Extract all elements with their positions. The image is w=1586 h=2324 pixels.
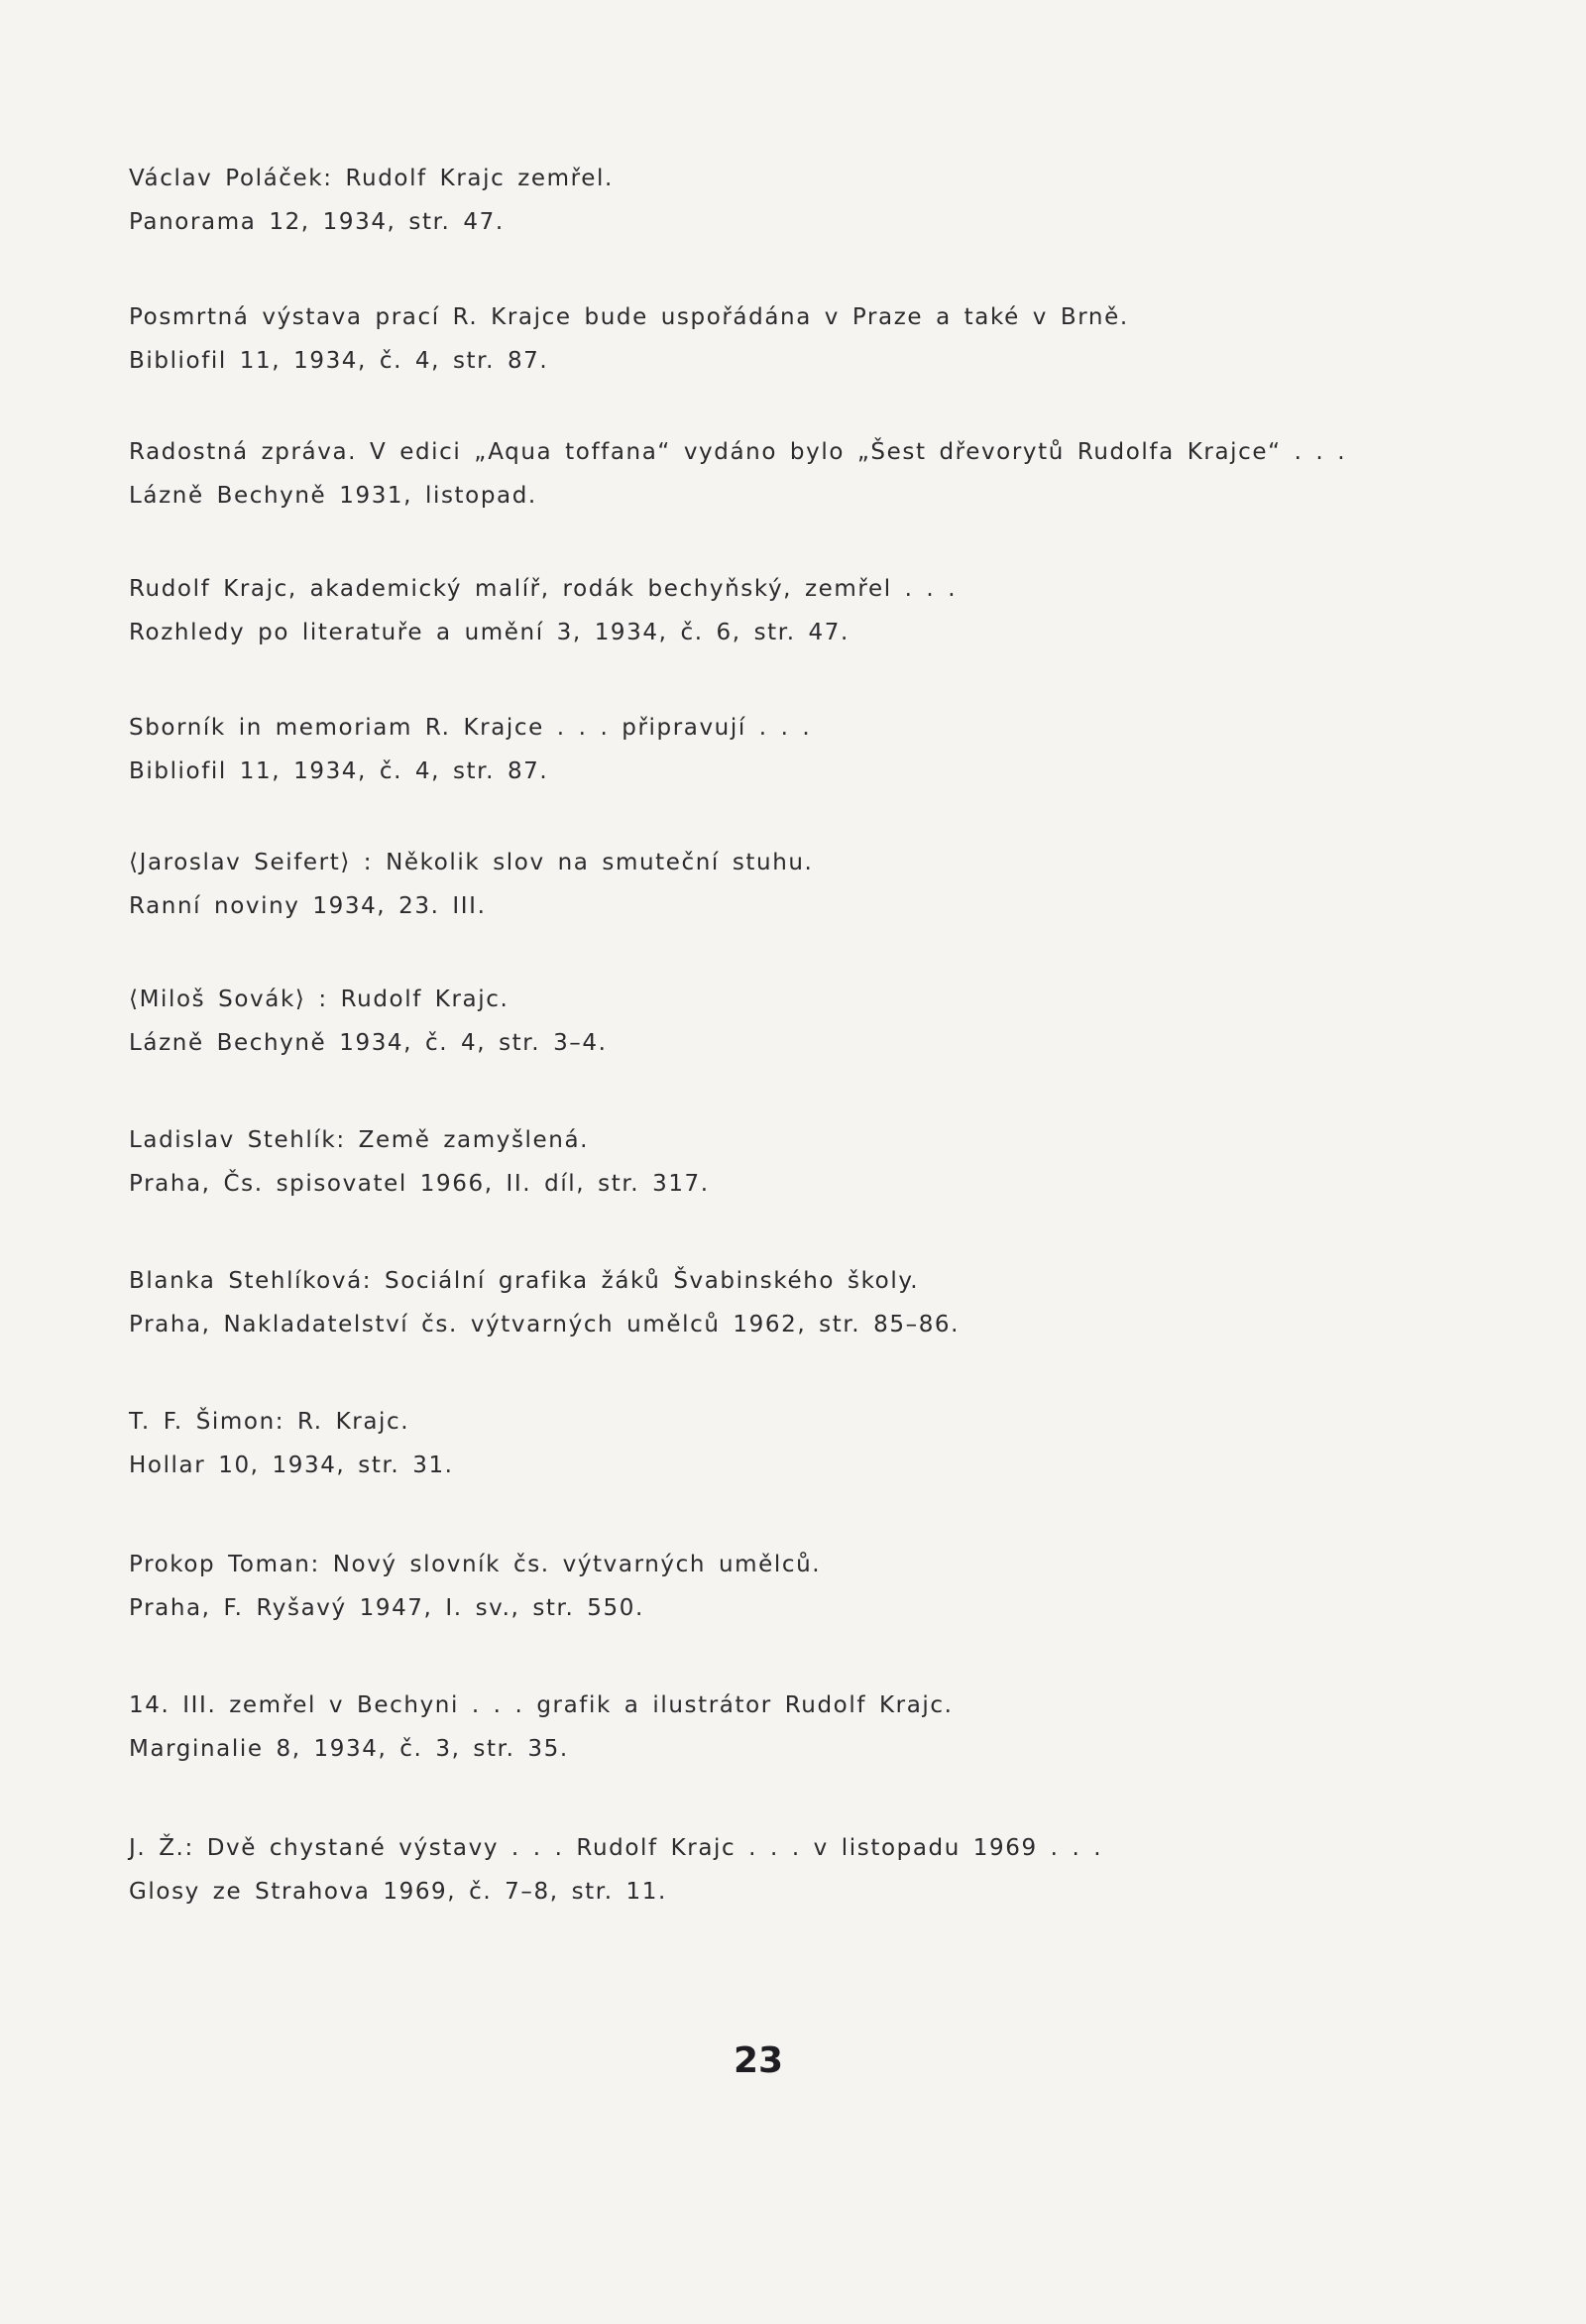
entry-source: Lázně Bechyně 1934, č. 4, str. 3–4. — [129, 1030, 608, 1056]
entry-source: Ranní noviny 1934, 23. III. — [129, 893, 487, 919]
bibliography-entry — [129, 1543, 1417, 1630]
bibliography-entry — [129, 706, 1417, 793]
bibliography-entry — [129, 1259, 1417, 1346]
entry-title: Posmrtná výstava prací R. Krajce bude uspořádána v Praze a také v Brně. — [129, 304, 1129, 330]
entry-source: Hollar 10, 1934, str. 31. — [129, 1452, 454, 1478]
entry-title: Ladislav Stehlík: Země zamyšlená. — [129, 1127, 590, 1153]
bibliography-entry — [129, 978, 1417, 1065]
entry-source: Bibliofil 11, 1934, č. 4, str. 87. — [129, 348, 549, 374]
bibliography-entry — [129, 295, 1417, 383]
entry-source: Praha, F. Ryšavý 1947, I. sv., str. 550. — [129, 1595, 644, 1621]
entry-title: Sborník in memoriam R. Krajce . . . připravují . . . — [129, 715, 812, 741]
entry-title: Radostná zpráva. V edici „Aqua toffana“ vydáno bylo „Šest dřevorytů Rudolfa Krajce“ . . . — [129, 439, 1347, 465]
entry-title: Blanka Stehlíková: Sociální grafika žáků Švabinského školy. — [129, 1268, 920, 1294]
bibliography-entry — [129, 1684, 1417, 1771]
bibliography-entry — [129, 1118, 1417, 1206]
entry-title: Václav Poláček: Rudolf Krajc zemřel. — [129, 166, 614, 191]
entry-source: Praha, Nakladatelství čs. výtvarných umělců 1962, str. 85–86. — [129, 1312, 961, 1337]
entry-title: Prokop Toman: Nový slovník čs. výtvarných umělců. — [129, 1552, 822, 1577]
entry-source: Bibliofil 11, 1934, č. 4, str. 87. — [129, 758, 549, 784]
bibliography-entry — [129, 430, 1417, 518]
bibliography-entry — [129, 841, 1417, 928]
entry-title: T. F. Šimon: R. Krajc. — [129, 1409, 410, 1435]
entry-title: ⟨Miloš Sovák⟩ : Rudolf Krajc. — [129, 987, 510, 1012]
bibliography-entry — [129, 567, 1417, 654]
bibliography-entry — [129, 1400, 1417, 1487]
bibliography-entry — [129, 157, 1417, 244]
entry-source: Panorama 12, 1934, str. 47. — [129, 209, 505, 235]
bibliography-entry — [129, 1826, 1417, 1914]
entry-source: Lázně Bechyně 1931, listopad. — [129, 483, 537, 509]
entry-title: Rudolf Krajc, akademický malíř, rodák bechyňský, zemřel . . . — [129, 576, 958, 602]
entry-title: J. Ž.: Dvě chystané výstavy . . . Rudolf Krajc . . . v listopadu 1969 . . . — [129, 1835, 1103, 1861]
page-number: 23 — [734, 2040, 784, 2081]
entry-source: Glosy ze Strahova 1969, č. 7–8, str. 11. — [129, 1879, 667, 1905]
entry-source: Praha, Čs. spisovatel 1966, II. díl, str. 317. — [129, 1171, 710, 1197]
entry-source: Marginalie 8, 1934, č. 3, str. 35. — [129, 1736, 569, 1762]
entry-title: ⟨Jaroslav Seifert⟩ : Několik slov na smuteční stuhu. — [129, 850, 814, 875]
entry-source: Rozhledy po literatuře a umění 3, 1934, č. 6, str. 47. — [129, 620, 850, 645]
entry-title: 14. III. zemřel v Bechyni . . . grafik a ilustrátor Rudolf Krajc. — [129, 1692, 954, 1718]
